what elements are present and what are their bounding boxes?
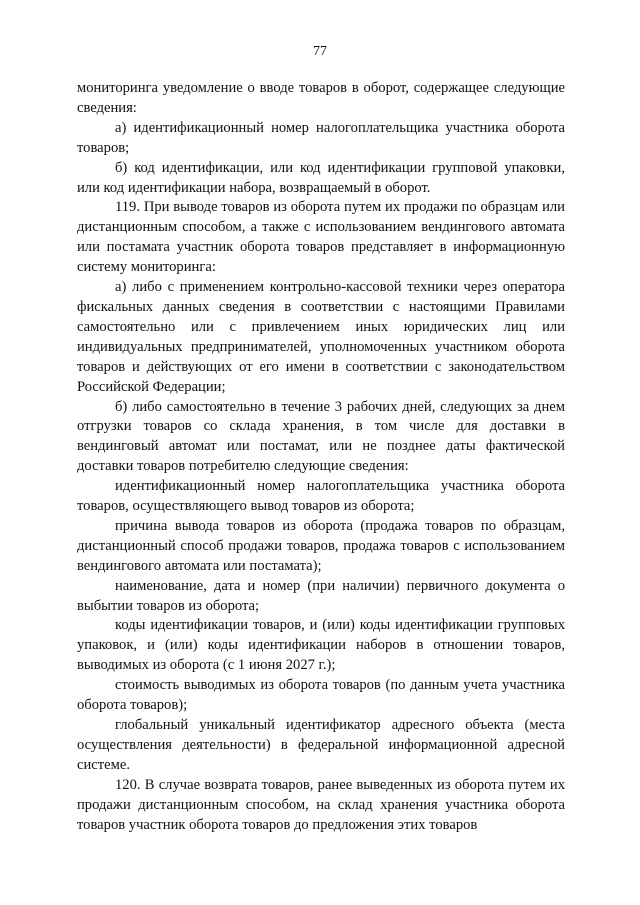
paragraph-item-a-inn: а) идентификационный номер налогоплательщика участника оборота товаров; (77, 119, 565, 156)
paragraph-withdrawal-reason: причина вывода товаров из оборота (продажа товаров по образцам, дистанционный способ продажи товаров, продажа товаров с использованием вендингового автомата или постамата); (77, 517, 565, 574)
paragraph-identification-codes: коды идентификации товаров, и (или) коды идентификации групповых упаковок, и (или) коды идентификации наборов в отношении товаров, выводимых из оборота (с 1 июня 2027 г.); (77, 617, 565, 674)
paragraph-119-b: б) либо самостоятельно в течение 3 рабочих дней, следующих за днем отгрузки товаров со склада хранения, в том числе для доставки в вендинговый автомат или постамат, или не позднее даты фактической доставки товаров потребителю следующие сведения: (77, 398, 565, 475)
paragraph-inn-detail: идентификационный номер налогоплательщика участника оборота товаров, осуществляющего вывод товаров из оборота; (77, 478, 565, 515)
paragraph-continuation: мониторинга уведомление о вводе товаров в оборот, содержащее следующие сведения: (77, 80, 565, 116)
paragraph-119-a: а) либо с применением контрольно-кассовой техники через оператора фискальных данных сведения в соответствии с настоящими Правилами самостоятельно или с привлечением иных юридических лиц или индивидуальных предпринимателей, уполномоченных участником оборота товаров и действующих от его имени в соответствии с законодательством Российской Федерации; (77, 279, 565, 395)
document-body (77, 79, 565, 835)
paragraph-120: 120. В случае возврата товаров, ранее выведенных из оборота путем их продажи дистанционным способом, на склад хранения участника оборота товаров участник оборота товаров до предложения этих товаров (77, 776, 565, 833)
paragraph-cost: стоимость выводимых из оборота товаров (по данным учета участника оборота товаров); (77, 677, 565, 714)
page-number: 77 (313, 44, 327, 59)
paragraph-primary-document: наименование, дата и номер (при наличии) первичного документа о выбытии товаров из оборота; (77, 577, 565, 614)
paragraph-119: 119. При выводе товаров из оборота путем их продажи по образцам или дистанционным способом, а также с использованием вендингового автомата или постамата участник оборота товаров представляет в информационную систему мониторинга: (77, 199, 565, 276)
paragraph-item-b-codes: б) код идентификации, или код идентификации групповой упаковки, или код идентификации набора, возвращаемый в оборот. (77, 159, 565, 196)
paragraph-address-identifier: глобальный уникальный идентификатор адресного объекта (места осуществления деятельности) в федеральной информационной адресной системе. (77, 717, 565, 773)
